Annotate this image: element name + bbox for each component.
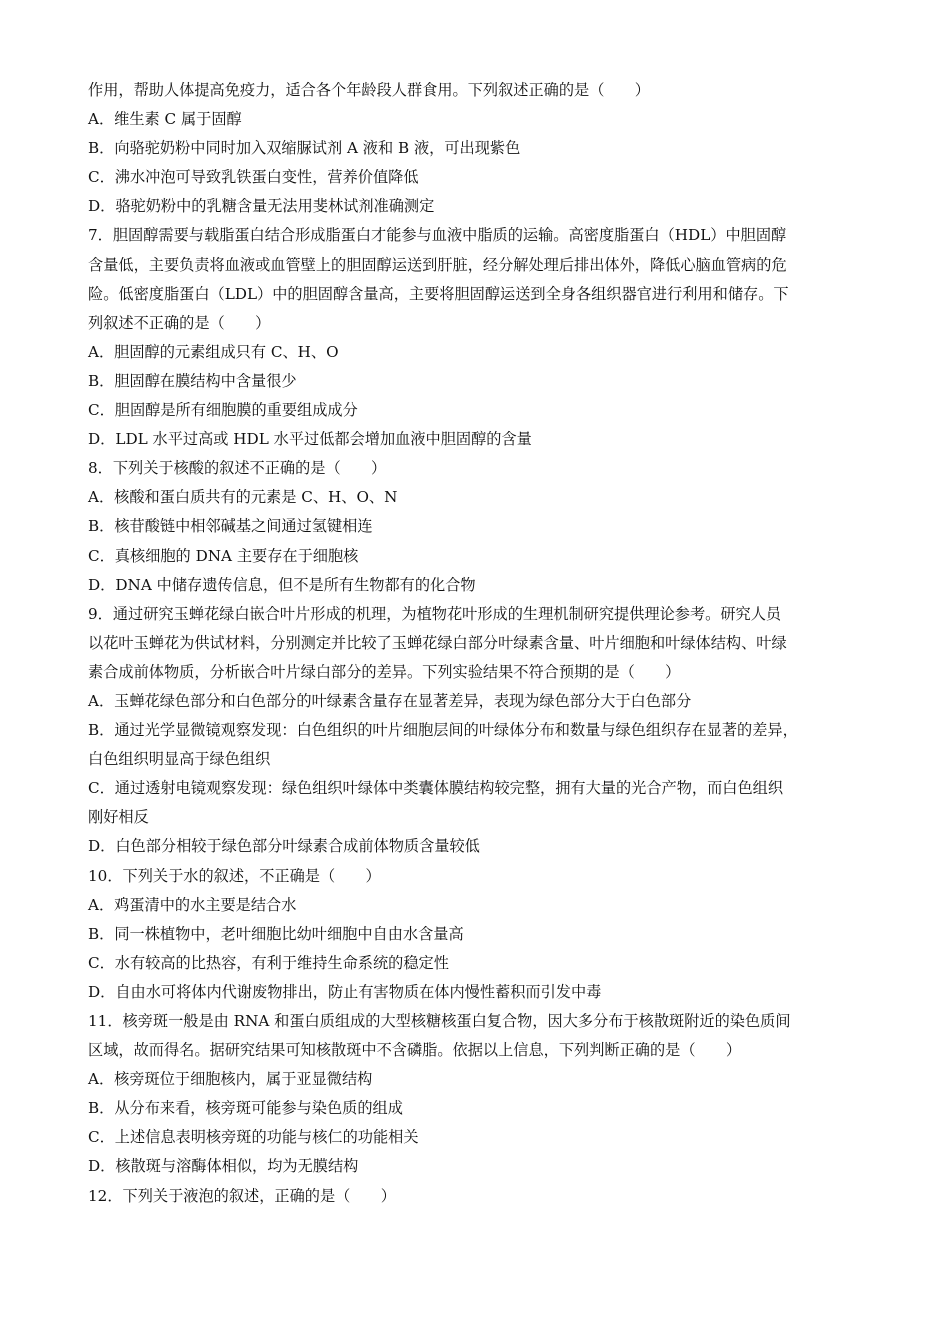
option-a: A．鸡蛋清中的水主要是结合水: [88, 895, 297, 914]
option-a: A．玉蝉花绿色部分和白色部分的叶绿素含量存在显著差异，表现为绿色部分大于白色部分: [88, 691, 692, 710]
text-line: 作用，帮助人体提高免疫力，适合各个年龄段人群食用。下列叙述正确的是（ ）: [88, 81, 650, 99]
question-8-stem: 8．下列关于核酸的叙述不正确的是（ ）: [88, 459, 387, 478]
option-a: A．核旁斑位于细胞核内，属于亚显微结构: [88, 1070, 373, 1089]
question-7-stem: 列叙述不正确的是（ ）: [88, 313, 271, 332]
question-10-stem: 10．下列关于水的叙述，不正确是（ ）: [88, 866, 381, 885]
question-11-stem: 11．核旁斑一般是由 RNA 和蛋白质组成的大型核糖核蛋白复合物，因大多分布于核散斑附近的染色质间: [88, 1012, 791, 1030]
option-c: C．通过透射电镜观察发现：绿色组织叶绿体中类囊体膜结构较完整，拥有大量的光合产物，而白色组织: [88, 779, 784, 798]
option-b: B．胆固醇在膜结构中含量很少: [88, 371, 297, 390]
option-c: C．真核细胞的 DNA 主要存在于细胞核: [88, 546, 359, 565]
option-a: A．核酸和蛋白质共有的元素是 C、H、O、N: [88, 488, 398, 507]
question-7-stem: 含量低，主要负责将血液或血管壁上的胆固醇运送到肝脏，经分解处理后排出体外，降低心脑血管病的危: [88, 255, 787, 274]
question-9-stem: 素合成前体物质，分析嵌合叶片绿白部分的差异。下列实验结果不符合预期的是（ ）: [88, 662, 681, 681]
option-d: D．核散斑与溶酶体相似，均为无膜结构: [88, 1157, 359, 1176]
option-a: A．维生素 C 属于固醇: [88, 110, 242, 129]
option-b: B．核苷酸链中相邻碱基之间通过氢键相连: [88, 517, 373, 536]
option-d: D．LDL 水平过高或 HDL 水平过低都会增加血液中胆固醇的含量: [88, 430, 532, 449]
question-9-stem: 9．通过研究玉蝉花绿白嵌合叶片形成的机理，为植物花叶形成的生理机制研究提供理论参考。研究人员: [88, 604, 782, 623]
question-12-stem: 12．下列关于液泡的叙述，正确的是（ ）: [88, 1186, 396, 1205]
question-11-stem: 区域，故而得名。据研究结果可知核散斑中不含磷脂。依据以上信息，下列判断正确的是（ ）: [88, 1041, 742, 1060]
option-a: A．胆固醇的元素组成只有 C、H、O: [88, 342, 339, 361]
option-c: C．沸水冲泡可导致乳铁蛋白变性，营养价值降低: [88, 168, 419, 187]
option-c: C．水有较高的比热容，有利于维持生命系统的稳定性: [88, 953, 449, 972]
option-d: D．骆驼奶粉中的乳糖含量无法用斐林试剂准确测定: [88, 197, 435, 216]
option-b: B．通过光学显微镜观察发现：白色组织的叶片细胞层间的叶绿体分布和数量与绿色组织存在显著的差异，: [88, 721, 798, 740]
option-c: C．上述信息表明核旁斑的功能与核仁的功能相关: [88, 1128, 419, 1147]
question-7-stem: 7．胆固醇需要与载脂蛋白结合形成脂蛋白才能参与血液中脂质的运输。高密度脂蛋白（HDL）中胆固醇: [88, 226, 787, 245]
option-b: B．从分布来看，核旁斑可能参与染色质的组成: [88, 1099, 403, 1118]
option-b: B．向骆驼奶粉中同时加入双缩脲试剂 A 液和 B 液，可出现紫色: [88, 139, 521, 158]
question-7-stem: 险。低密度脂蛋白（LDL）中的胆固醇含量高，主要将胆固醇运送到全身各组织器官进行利用和储存。下: [88, 284, 789, 303]
option-d: D．DNA 中储存遗传信息，但不是所有生物都有的化合物: [88, 575, 476, 594]
document-page: [88, 76, 880, 1211]
option-b-continued: 白色组织明显高于绿色组织: [88, 750, 271, 769]
option-d: D．自由水可将体内代谢废物排出，防止有害物质在体内慢性蓄积而引发中毒: [88, 982, 602, 1001]
option-c: C．胆固醇是所有细胞膜的重要组成成分: [88, 401, 358, 420]
option-d: D．白色部分相较于绿色部分叶绿素合成前体物质含量较低: [88, 837, 480, 856]
option-c-continued: 刚好相反: [88, 808, 149, 827]
option-b: B．同一株植物中，老叶细胞比幼叶细胞中自由水含量高: [88, 924, 464, 943]
question-9-stem: 以花叶玉蝉花为供试材料，分别测定并比较了玉蝉花绿白部分叶绿素含量、叶片细胞和叶绿体结构、叶绿: [88, 633, 787, 652]
